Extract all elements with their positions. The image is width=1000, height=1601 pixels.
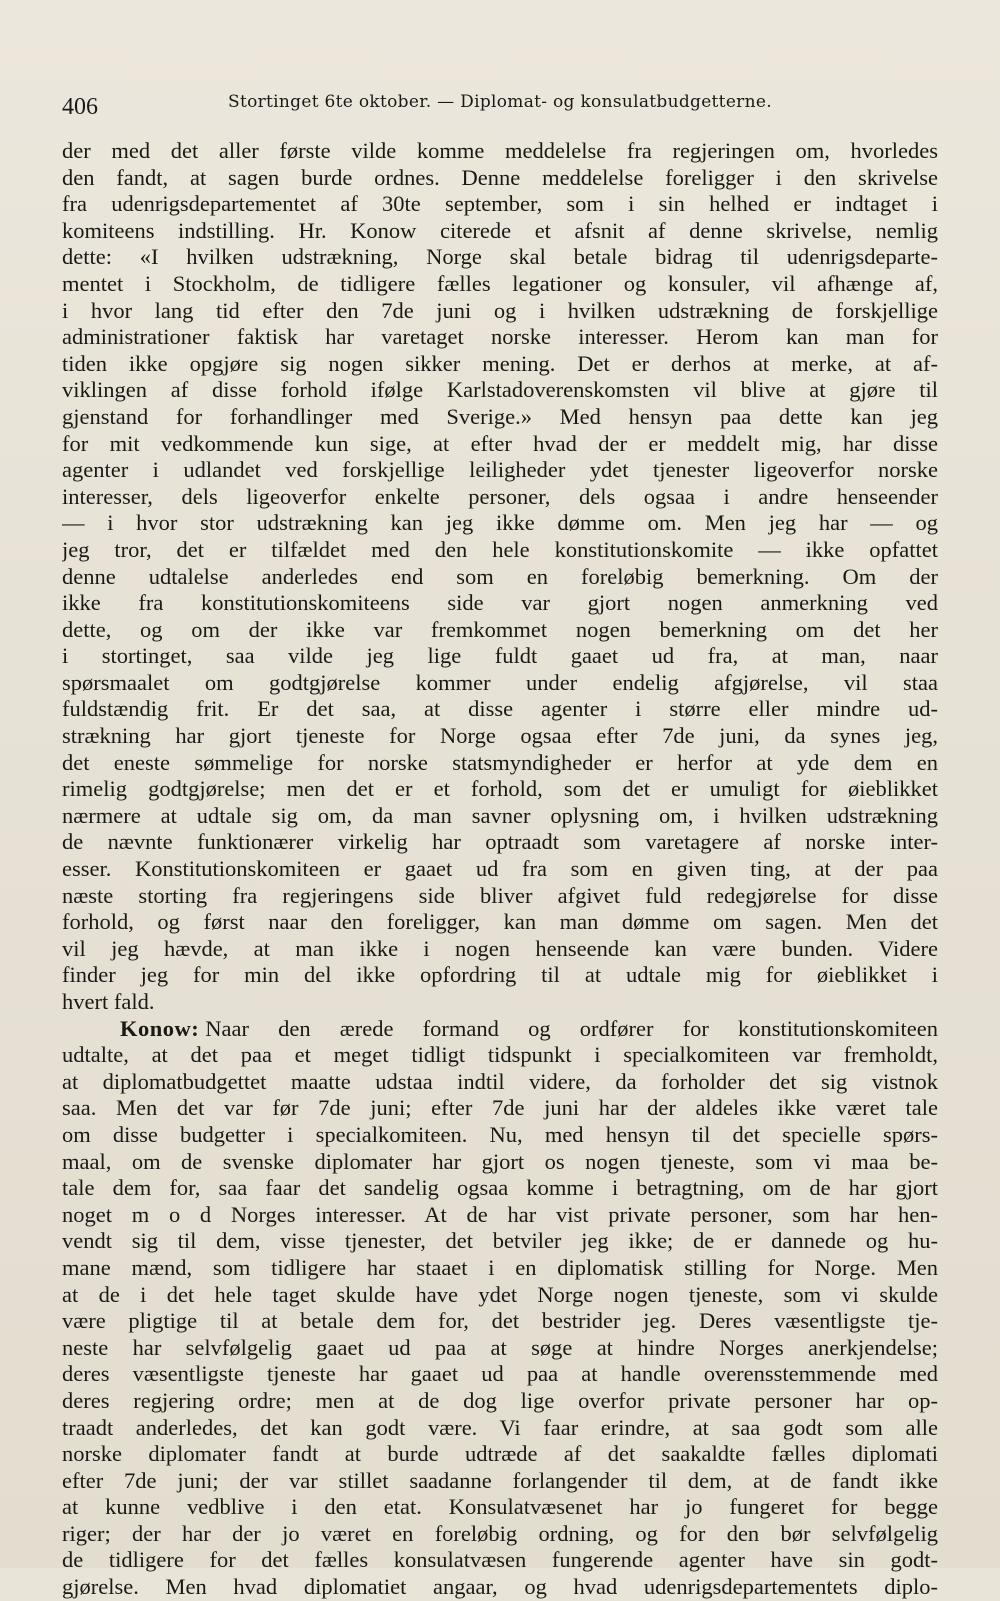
- text-line: agenter i udlandet ved forskjellige leiligheder ydet tjenester ligeoverfor norske: [62, 457, 938, 483]
- text-line: de tidligere for det fælles konsulatvæsen fungerende agenter have sin godt-: [62, 1547, 938, 1573]
- text-line: nærmere at udtale sig om, da man savner oplysning om, i hvilken udstrækning: [62, 802, 938, 828]
- text-line: vil jeg hævde, at man ikke i nogen henseende kan være bunden. Videre: [62, 935, 938, 961]
- text-line: mane mænd, som tidligere har staaet i en diplomatisk stilling for Norge. Men: [62, 1254, 938, 1280]
- text-line: administrationer faktisk har varetaget norske interesser. Herom kan man for: [62, 324, 938, 350]
- page-header: [62, 88, 942, 128]
- paragraph-2-first-line: [62, 1016, 938, 1043]
- text-line: neste har selvfølgelig gaaet ud paa at søge at hindre Norges anerkjendelse;: [62, 1334, 938, 1360]
- text-line: det eneste sømmelige for norske statsmyndigheder er herfor at yde dem en: [62, 749, 938, 775]
- text-line: i hvor lang tid efter den 7de juni og i hvilken udstrækning de forskjellige: [62, 297, 938, 323]
- text-line: fra udenrigsdepartementet af 30te september, som i sin helhed er indtaget i: [62, 191, 938, 217]
- text-line: dette, og om der ikke var fremkommet nogen bemerkning om det her: [62, 616, 938, 642]
- text-line: maal, om de svenske diplomater har gjort os nogen tjeneste, som vi maa be-: [62, 1148, 938, 1174]
- text-line: gjenstand for forhandlinger med Sverige.» Med hensyn paa dette kan jeg: [62, 403, 938, 429]
- text-line: at diplomatbudgettet maatte udstaa indtil videre, da forholder det sig vistnok: [62, 1068, 938, 1094]
- running-head: Stortinget 6te oktober. — Diplomat- og konsulatbudgetterne.: [228, 92, 772, 112]
- text-line: mentet i Stockholm, de tidligere fælles legationer og konsuler, vil afhænge af,: [62, 270, 938, 296]
- text-line: interesser, dels ligeoverfor enkelte personer, dels ogsaa i andre henseender: [62, 483, 938, 509]
- body-text: [62, 138, 938, 1601]
- text-line: norske diplomater fandt at burde udtræde af det saakaldte fælles diplomati: [62, 1441, 938, 1467]
- text-line: der med det aller første vilde komme meddelelse fra regjeringen om, hvorledes: [62, 138, 938, 163]
- paragraph-2: [62, 1016, 938, 1601]
- page-number: 406: [62, 94, 98, 120]
- text-line: være pligtige til at betale dem for, det bestrider jeg. Deres væsentligste tje-: [62, 1308, 938, 1334]
- text-line: — i hvor stor udstrækning kan jeg ikke dømme om. Men jeg har — og: [62, 510, 938, 536]
- text-line: efter 7de juni; der var stillet saadanne forlangender til dem, at de fandt ikke: [62, 1467, 938, 1493]
- text-line: fuldstændig frit. Er det saa, at disse agenter i større eller mindre ud-: [62, 696, 938, 722]
- text-line: de nævnte funktionærer virkelig har optraadt som varetagere af norske inter-: [62, 829, 938, 855]
- text-line: at kunne vedblive i den etat. Konsulatvæsenet har jo fungeret for begge: [62, 1494, 938, 1520]
- text-line: udtalte, at det paa et meget tidligt tidspunkt i specialkomiteen var fremholdt,: [62, 1042, 938, 1068]
- text-line: om disse budgetter i specialkomiteen. Nu, med hensyn til det specielle spørs-: [62, 1121, 938, 1147]
- text-line: at de i det hele taget skulde have ydet Norge nogen tjeneste, som vi skulde: [62, 1281, 938, 1307]
- text-line: for mit vedkommende kun sige, at efter hvad der er meddelt mig, har disse: [62, 430, 938, 456]
- text-line: spørsmaalet om godtgjørelse kommer under endelig afgjørelse, vil staa: [62, 669, 938, 695]
- text-line: forhold, og først naar den foreligger, kan man dømme om sagen. Men det: [62, 909, 938, 935]
- text-line: riger; der har der jo været en foreløbig ordning, og for den bør selvfølgelig: [62, 1520, 938, 1546]
- text-line: deres regjering ordre; men at de dog lige overfor private personer har op-: [62, 1387, 938, 1413]
- text-line: dette: «I hvilken udstrækning, Norge skal betale bidrag til udenrigsdeparte-: [62, 244, 938, 270]
- text-line: tiden ikke opgjøre sig nogen sikker mening. Det er derhos at merke, at af-: [62, 350, 938, 376]
- text-line: den fandt, at sagen burde ordnes. Denne meddelelse foreligger i den skrivelse: [62, 164, 938, 190]
- text-line: denne udtalelse anderledes end som en foreløbig bemerkning. Om der: [62, 563, 938, 589]
- text-line: deres væsentligste tjeneste har gaaet ud paa at handle overensstemmende med: [62, 1361, 938, 1387]
- text-line: næste storting fra regjeringens side bliver afgivet fuld redegjørelse for disse: [62, 882, 938, 908]
- text-line: saa. Men det var før 7de juni; efter 7de juni har der aldeles ikke været tale: [62, 1095, 938, 1121]
- text-line: i stortinget, saa vilde jeg lige fuldt gaaet ud fra, at man, naar: [62, 643, 938, 669]
- text-line: tale dem for, saa faar det sandelig ogsaa komme i betragtning, om de har gjort: [62, 1175, 938, 1201]
- first-line-text: Naar den ærede formand og ordfører for konstitutionskomiteen: [205, 1015, 938, 1041]
- text-line: ikke fra konstitutionskomiteens side var gjort nogen anmerkning ved: [62, 590, 938, 616]
- text-line: noget m o d Norges interesser. At de har vist private personer, som har hen-: [62, 1201, 938, 1227]
- text-line: finder jeg for min del ikke opfordring til at udtale mig for øieblikket i: [62, 962, 938, 988]
- text-line: gjørelse. Men hvad diplomatiet angaar, og hvad udenrigsdepartementets diplo-: [62, 1574, 938, 1600]
- text-line: vendt sig til dem, visse tjenester, det betviler jeg ikke; de er dannede og hu-: [62, 1228, 938, 1254]
- text-line: rimelig godtgjørelse; men det er et forhold, som det er umuligt for øieblikket: [62, 776, 938, 802]
- text-line: hvert fald.: [62, 989, 155, 1014]
- text-line: traadt anderledes, det kan godt være. Vi faar erindre, at saa godt som alle: [62, 1414, 938, 1440]
- text-line: jeg tror, det er tilfældet med den hele konstitutionskomite — ikke opfattet: [62, 536, 938, 562]
- paragraph-1: [62, 138, 938, 1016]
- speaker-name: Konow:: [120, 1015, 200, 1041]
- text-line: komiteens indstilling. Hr. Konow citerede et afsnit af denne skrivelse, nemlig: [62, 217, 938, 243]
- text-line: esser. Konstitutionskomiteen er gaaet ud fra som en given ting, at der paa: [62, 856, 938, 882]
- text-line: viklingen af disse forhold ifølge Karlstadoverenskomsten vil blive at gjøre til: [62, 377, 938, 403]
- text-line: strækning har gjort tjeneste for Norge ogsaa efter 7de juni, da synes jeg,: [62, 723, 938, 749]
